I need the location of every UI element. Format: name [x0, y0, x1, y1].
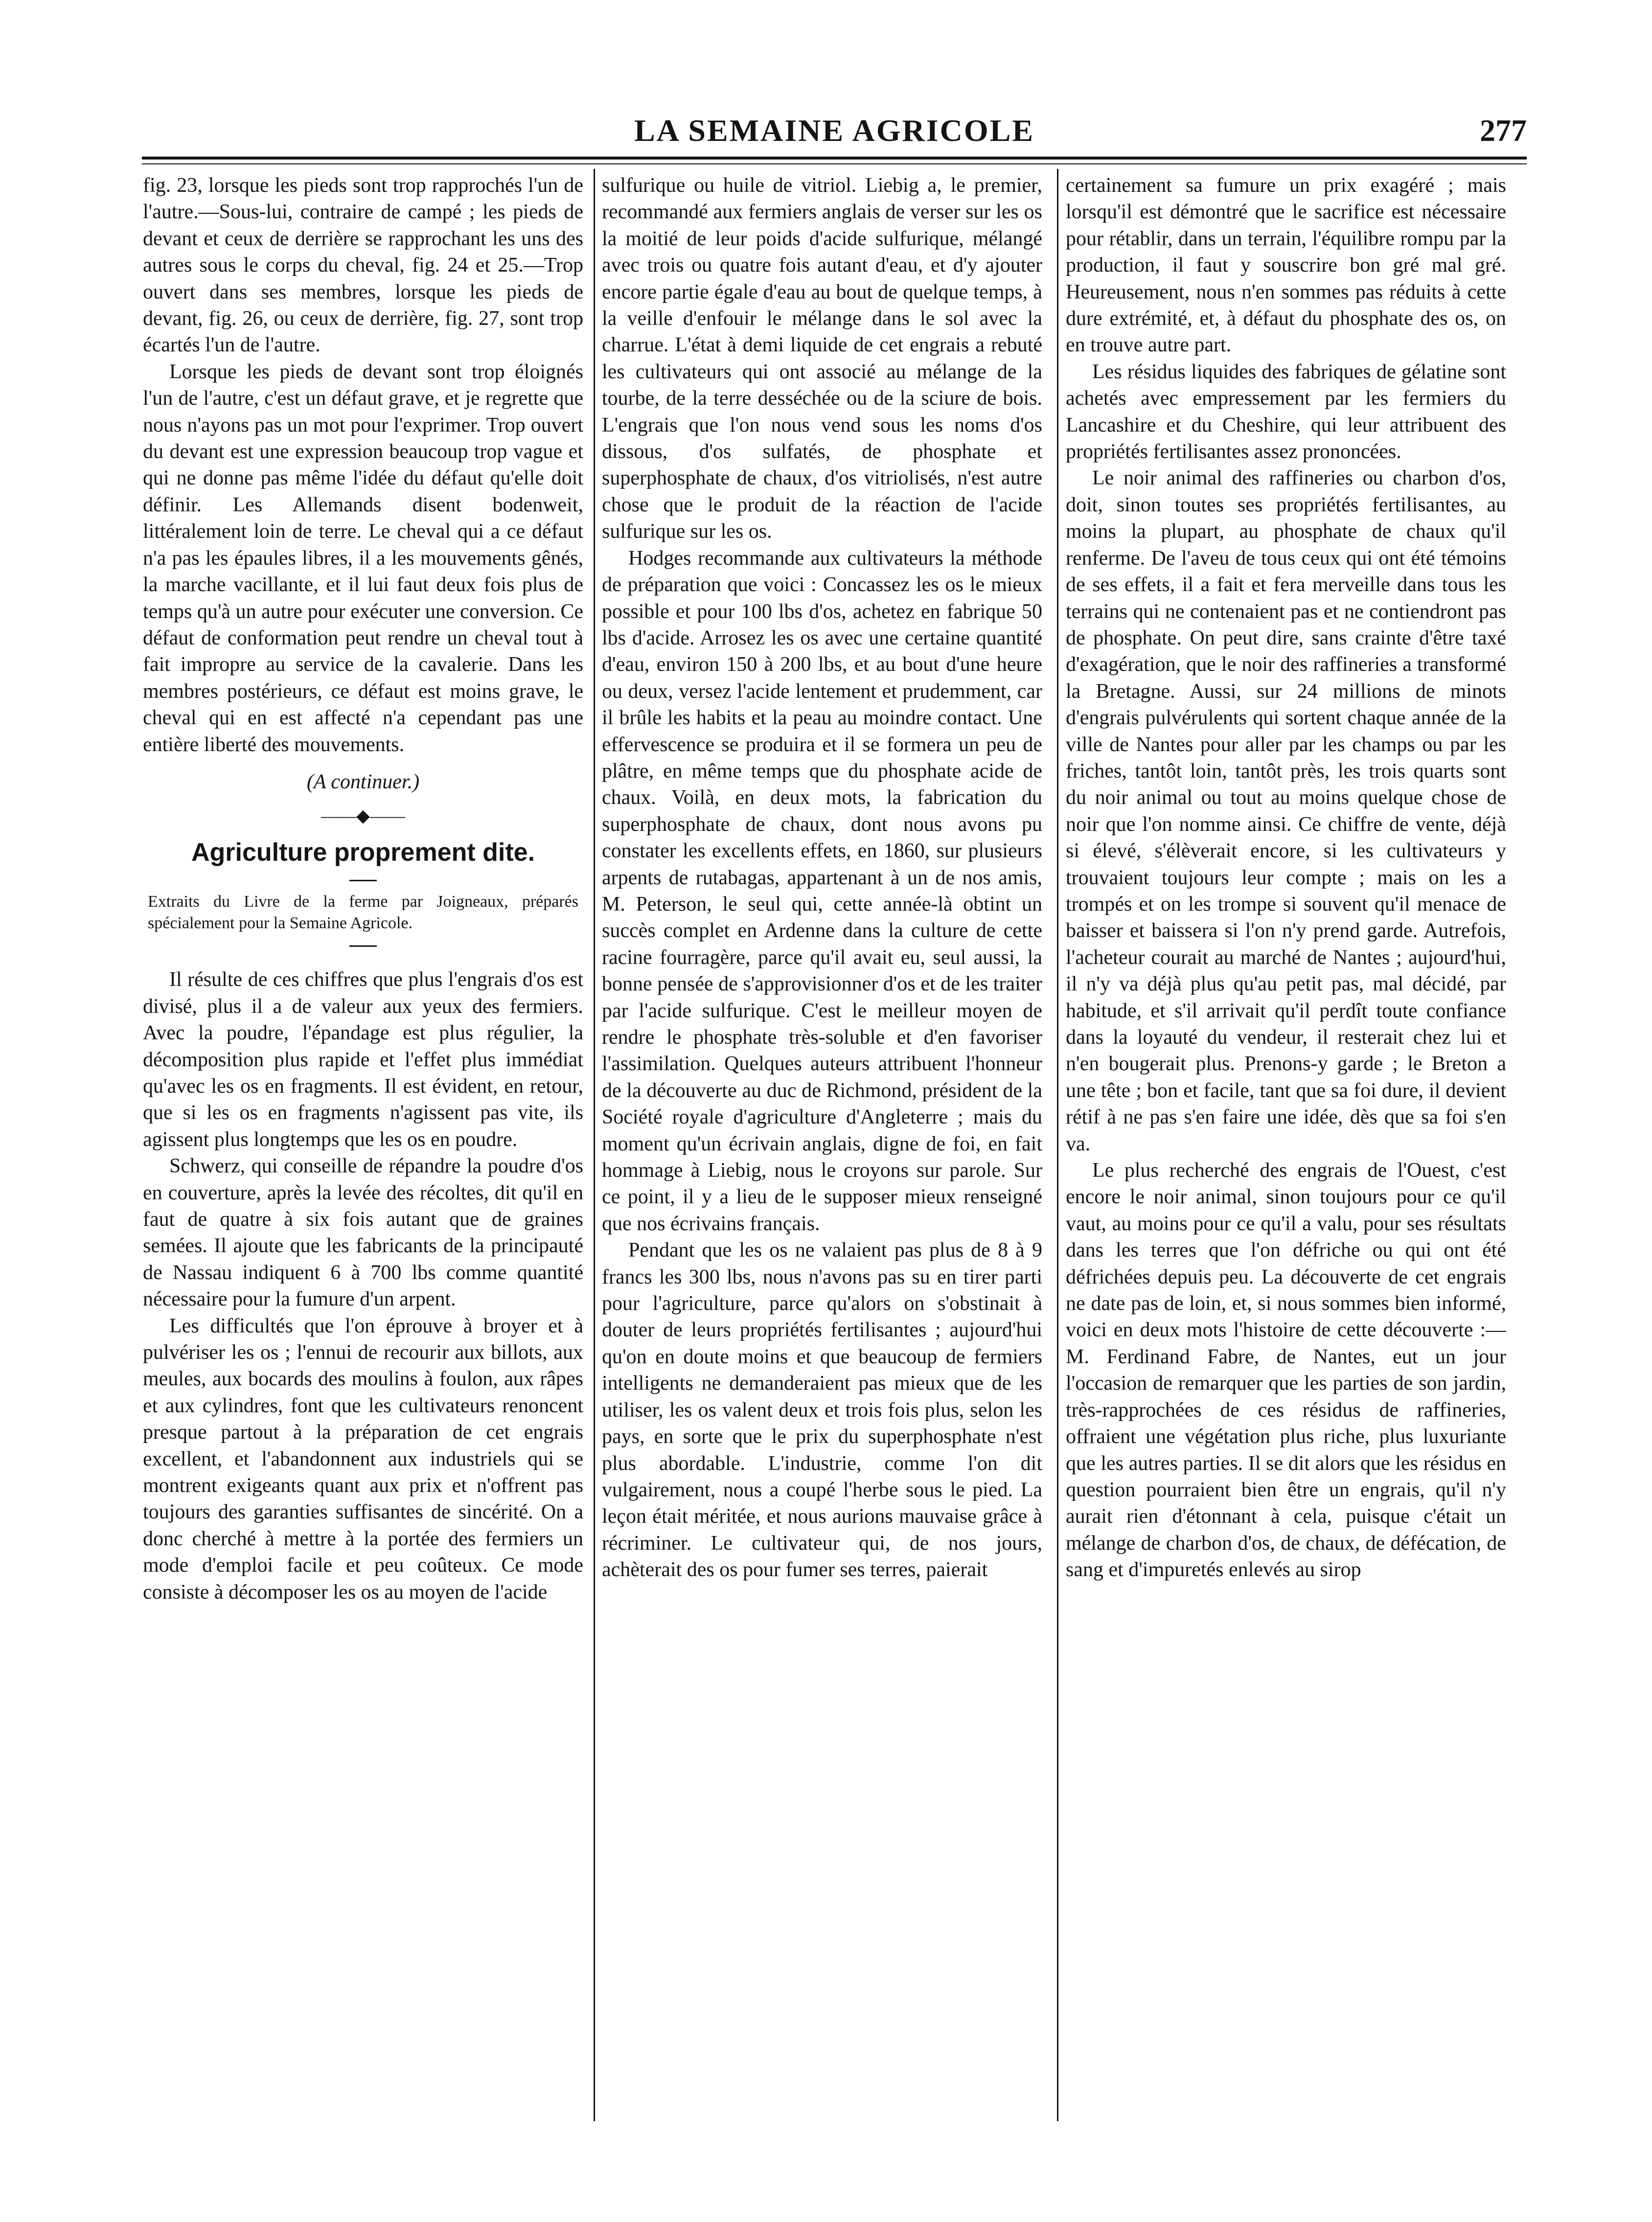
paragraph: Le noir animal des raffineries ou charbon d'os, doit, sinon toutes ses propriétés fertilisantes, au moins la plupart, au phosphate de chaux qu'il renferme. De l'aveu de tous ceux qui ont été témoins de ses effets, il a fait et fera merveille dans tous les terrains qui ne contenaient pas et ne contiendront pas de phosphate. On peut dire, sans crainte d'être taxé d'exagération, que le noir des raffineries a transformé la Bretagne. Aussi, sur 24 millions de minots d'engrais pulvérulents qui sortent chaque année de la ville de Nantes pour aller par les champs ou par les friches, tantôt loin, tantôt près, les trois quarts sont du noir animal ou tout au moins quelque chose de noir que l'on nomme ainsi. Ce chiffre de vente, déjà si élevé, s'élèverait encore, si les cultivateurs y trouvaient toujours leur compte ; mais on les a trompés et on les trompe si souvent qu'il menace de baisser et baissera si l'on n'y prend garde. Autrefois, l'acheteur courait au marché de Nantes ; aujourd'hui, il n'y va déjà plus qu'au petit pas, mal décidé, par habitude, et s'il arrivait qu'il perdît toute confiance dans la loyauté du vendeur, il resterait chez lui et n'en bougerait plus. Prenons-y garde ; le Breton a une tête ; bon et facile, tant que sa foi dure, il devient rétif à ne pas s'en faire une idée, dès que sa foi s'en va. [1066, 467, 1506, 1155]
paragraph: sulfurique ou huile de vitriol. Liebig a, le premier, recommandé aux fermiers anglais de verser sur les os la moitié de leur poids d'acide sulfurique, mélangé avec trois ou quatre fois autant d'eau, et d'y ajouter encore partie égale d'eau au bout de quelque temps, à la veille d'enfouir le mélange dans le sol avec la charrue. L'état à demi liquide de cet engrais a rebuté les cultivateurs qui ont associé au mélange de la tourbe, de la terre desséchée ou de la sciure de bois. L'engrais que l'on nous vend sous les noms d'os dissous, d'os sulfatés, de phosphate et superphosphate de chaux, d'os vitriolisés, n'est autre chose que le produit de la réaction de l'acide sulfurique sur les os. [602, 174, 1042, 543]
column-3 [1066, 172, 1506, 2122]
running-title: LA SEMAINE AGRICOLE [634, 113, 1035, 148]
paragraph: fig. 23, lorsque les pieds sont trop rapprochés l'un de l'autre.—Sous-lui, contraire de campé ; les pieds de devant et ceux de derrière se rapprochant les uns des autres sous le corps du cheval, fig. 24 et 25.—Trop ouvert dans ses membres, lorsque les pieds de devant, fig. 26, ou ceux de derrière, fig. 27, sont trop écartés l'un de l'autre. [143, 174, 583, 357]
header-rule-thin [142, 163, 1527, 164]
paragraph: Lorsque les pieds de devant sont trop éloignés l'un de l'autre, c'est un défaut grave, et je regrette que nous n'ayons pas un mot pour l'exprimer. Trop ouvert du devant est une expression beaucoup trop vague et qui ne donne pas même l'idée du défaut qu'elle doit définir. Les Allemands disent bodenweit, littéralement loin de terre. Le cheval qui a ce défaut n'a pas les épaules libres, il a les mouvements gênés, la marche vacillante, et il lui faut deux fois plus de temps qu'à un autre pour exécuter une conversion. Ce défaut de conformation peut rendre un cheval tout à fait impropre au service de la cavalerie. Dans les membres postérieurs, ce défaut est moins grave, le cheval qui en est affecté n'a cependant pas une entière liberté des mouvements. [143, 360, 583, 756]
page-header [142, 113, 1527, 161]
short-rule [143, 871, 583, 886]
source-note: Extraits du Livre de la ferme par Joigneaux, préparés spécialement pour la Semaine Agricole. [148, 893, 578, 933]
paragraph: certainement sa fumure un prix exagéré ; mais lorsqu'il est démontré que le sacrifice est nécessaire pour rétablir, dans un terrain, l'équilibre rompu par la production, il faut y souscrire bon gré mal gré. Heureusement, nous n'en sommes pas réduits à cette dure extrémité, et, à défaut du phosphate des os, on en trouve autre part. [1066, 174, 1506, 357]
section-heading: Agriculture proprement dite. [191, 838, 535, 867]
paragraph: Il résulte de ces chiffres que plus l'engrais d'os est divisé, plus il a de valeur aux yeux des fermiers. Avec la poudre, l'épandage est plus régulier, la décomposition plus rapide et l'effet plus immédiat qu'avec les os en fragments. Il est évident, en retour, que si les os en fragments n'agissent pas vite, ils agissent plus longtemps que les os en poudre. [143, 968, 583, 1151]
to-be-continued-note: (A continuer.) [306, 770, 420, 793]
column-divider-2 [1057, 169, 1058, 2121]
paragraph: Le plus recherché des engrais de l'Ouest, c'est encore le noir animal, sinon toujours pour ce qu'il vaut, au moins pour ce qu'il a valu, pour ses résultats dans les terres que l'on défriche ou qui ont été défrichées depuis peu. La découverte de cet engrais ne date pas de loin, et, si nous sommes bien informé, voici en deux mots l'histoire de cette découverte :—M. Ferdinand Fabre, de Nantes, eut un jour l'occasion de remarquer que les parties de son jardin, très-rapprochées de ces résidus de raffineries, offraient une végétation plus riche, plus luxuriante que les autres parties. Il se dit alors que les résidus en question pourraient bien être un engrais, qu'il n'y aurait rien d'étonnant à cela, puisque c'était un mélange de charbon d'os, de chaux, de défécation, de sang et d'impuretés enlevés au sirop [1066, 1159, 1506, 1581]
section-ornament: ——◆—— [321, 806, 405, 826]
header-rule-thick [142, 157, 1527, 160]
column-divider-1 [594, 169, 595, 2121]
paragraph: Pendant que les os ne valaient pas plus de 8 à 9 francs les 300 lbs, nous n'avons pas su en tirer parti pour l'agriculture, parce qu'alors on s'obstinait à douter de leurs propriétés fertilisantes ; aujourd'hui qu'on en doute moins et que beaucoup de fermiers intelligents ne demanderaient pas mieux que de les utiliser, les os valent deux et trois fois plus, selon les pays, en sorte que le prix du superphosphate n'est plus abordable. L'industrie, comme l'on dit vulgairement, nous a coupé l'herbe sous le pied. La leçon était méritée, et nous aurions mauvaise grâce à récriminer. Le cultivateur qui, de nos jours, achèterait des os pour fumer ses terres, paierait [602, 1239, 1042, 1581]
column-1 [143, 172, 583, 2122]
paragraph: Les difficultés que l'on éprouve à broyer et à pulvériser les os ; l'ennui de recourir aux billots, aux meules, aux bocards des moulins à foulon, aux râpes et aux cylindres, font que les cultivateurs renoncent presque partout à la préparation de cet engrais excellent, et l'abandonnent aux industriels qui se montrent exigeants quant aux prix et n'offrent pas toujours des garanties suffisantes de sincérité. On a donc cherché à mettre à la portée des fermiers un mode d'emploi facile et peu coûteux. Ce mode consiste à décomposer les os au moyen de l'acide [143, 1314, 583, 1604]
paragraph: Schwerz, qui conseille de répandre la poudre d'os en couverture, après la levée des récoltes, dit qu'il en faut de quatre à six fois autant que de graines semées. Il ajoute que les fabricants de la principauté de Nassau indiquent 6 à 700 lbs comme quantité nécessaire pour la fumure d'un arpent. [143, 1155, 583, 1311]
paragraph: Les résidus liquides des fabriques de gélatine sont achetés avec empressement par les fermiers du Lancashire et du Cheshire, qui leur attribuent des propriétés fertilisantes assez prononcées. [1066, 360, 1506, 463]
short-rule [143, 937, 583, 952]
paragraph: Hodges recommande aux cultivateurs la méthode de préparation que voici : Concassez les os le mieux possible et pour 100 lbs d'os, achetez en fabrique 50 lbs d'acide. Arrosez les os avec une certaine quantité d'eau, environ 150 à 200 lbs, et au bout d'une heure ou deux, versez l'acide lentement et prudemment, car il brûle les habits et la peau au moindre contact. Une effervescence se produira et il se formera un peu de plâtre, en même temps que du phosphate acide de chaux. Voilà, en deux mots, la fabrication du superphosphate de chaux, dont nous avons pu constater les excellents effets, en 1860, sur plusieurs arpents de rutabagas, appartenant à un de nos amis, M. Peterson, le seul qui, cette année-là obtint un succès complet en Ardenne dans la culture de cette racine fourragère, parce qu'il avait eu, seul aussi, la bonne pensée de s'approvisionner d'os et de les traiter par l'acide sulfurique. C'est le meilleur moyen de rendre le phosphate très-soluble et d'en favoriser l'assimilation. Quelques auteurs attribuent l'honneur de la découverte au duc de Richmond, président de la Société royale d'agriculture d'Angleterre ; mais du moment qu'un écrivain anglais, digne de foi, en fait hommage à Liebig, nous le croyons sur parole. Sur ce point, il y a lieu de le supposer mieux renseigné que nos écrivains français. [602, 547, 1042, 1235]
page-number: 277 [1480, 113, 1527, 148]
column-2 [602, 172, 1042, 2122]
